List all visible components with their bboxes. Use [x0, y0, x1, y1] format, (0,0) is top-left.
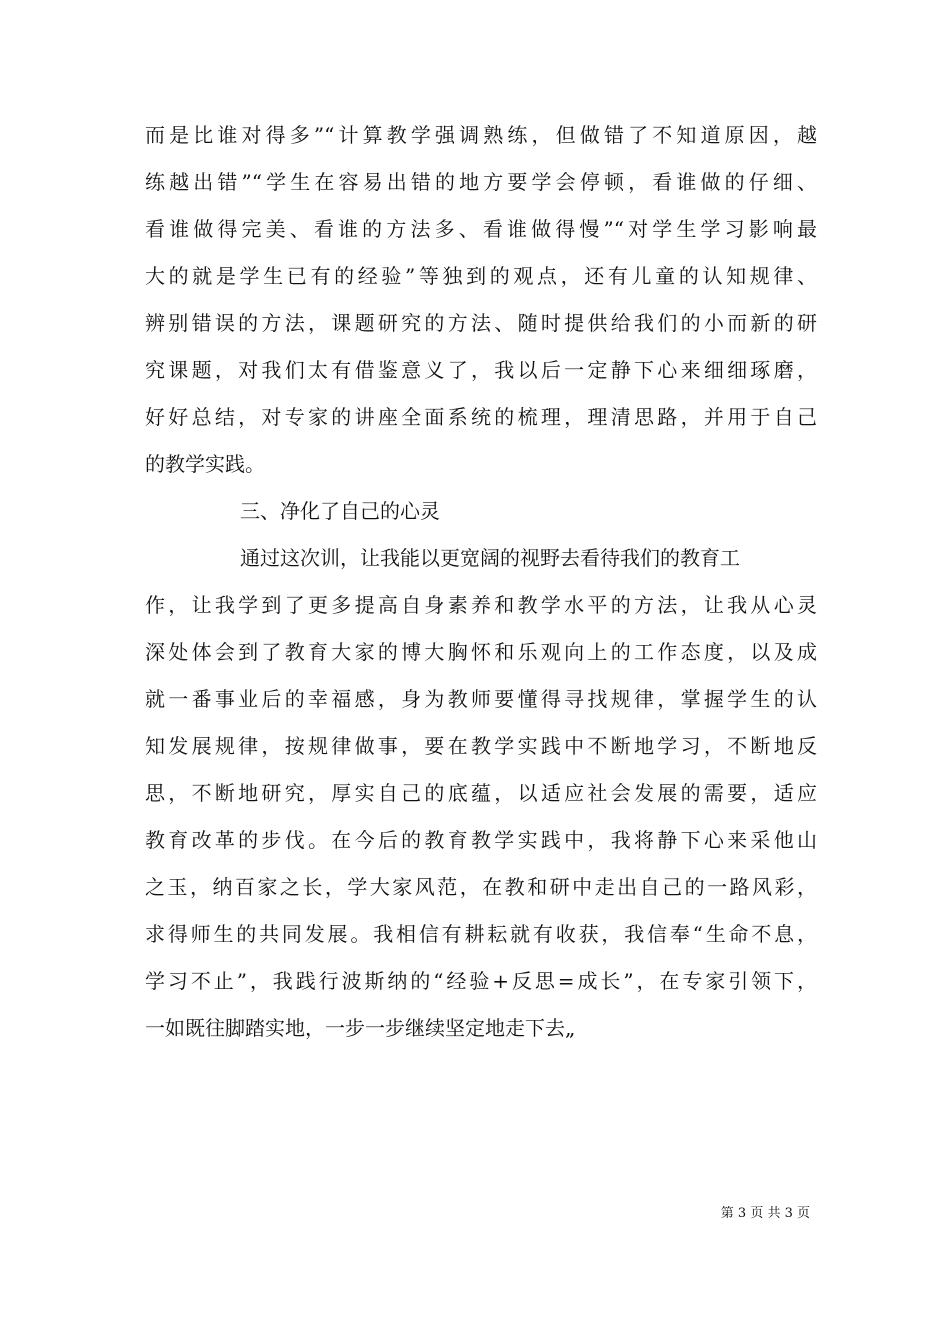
- paragraph-line: 练越出错”“学生在容易出错的地方要学会停顿，看谁做的仔细、: [145, 170, 817, 194]
- paragraph-line: 究课题，对我们太有借鉴意义了，我以后一定静下心来细细琢磨，: [145, 358, 817, 382]
- paragraph-line: 看谁做得完美、看谁的方法多、看谁做得慢”“对学生学习影响最: [145, 217, 817, 241]
- paragraph-line: 求得师生的共同发展。我相信有耕耘就有收获，我信奉“生命不息，: [145, 922, 817, 946]
- page-number-footer: 第 3 页 共 3 页: [720, 1206, 810, 1221]
- paragraph-line: 深处体会到了教育大家的博大胸怀和乐观向上的工作态度，以及成: [145, 640, 817, 664]
- paragraph-line: 好好总结，对专家的讲座全面系统的梳理，理清思路，并用于自己: [145, 405, 817, 429]
- paragraph-line: 而是比谁对得多”“计算教学强调熟练，但做错了不知道原因，越: [145, 123, 817, 147]
- paragraph-line: 之玉，纳百家之长，学大家风范，在教和研中走出自己的一路风彩，: [145, 875, 817, 899]
- paragraph-line: 就一番事业后的幸福感，身为教师要懂得寻找规律，掌握学生的认: [145, 687, 817, 711]
- paragraph-line: 大的就是学生已有的经验”等独到的观点，还有儿童的认知规律、: [145, 264, 817, 288]
- paragraph-line: 辨别错误的方法，课题研究的方法、随时提供给我们的小而新的研: [145, 311, 817, 335]
- paragraph-line: 的教学实践。: [145, 452, 265, 476]
- paragraph-line: 学习不止”，我践行波斯纳的“经验+反思=成长”，在专家引领下，: [145, 969, 817, 993]
- paragraph-line: 作，让我学到了更多提高自身素养和教学水平的方法，让我从心灵: [145, 593, 817, 617]
- paragraph-line: 教育改革的步伐。在今后的教育教学实践中，我将静下心来采他山: [145, 828, 817, 852]
- paragraph-line: 一如既往脚踏实地，一步一步继续坚定地走下去„: [145, 1016, 576, 1040]
- section-heading: 三、净化了自己的心灵: [240, 499, 440, 523]
- paragraph-line: 通过这次训，让我能以更宽阔的视野去看待我们的教育工: [240, 546, 740, 570]
- paragraph-line: 知发展规律，按规律做事，要在教学实践中不断地学习，不断地反: [145, 734, 817, 758]
- paragraph-line: 思，不断地研究，厚实自己的底蕴，以适应社会发展的需要，适应: [145, 781, 817, 805]
